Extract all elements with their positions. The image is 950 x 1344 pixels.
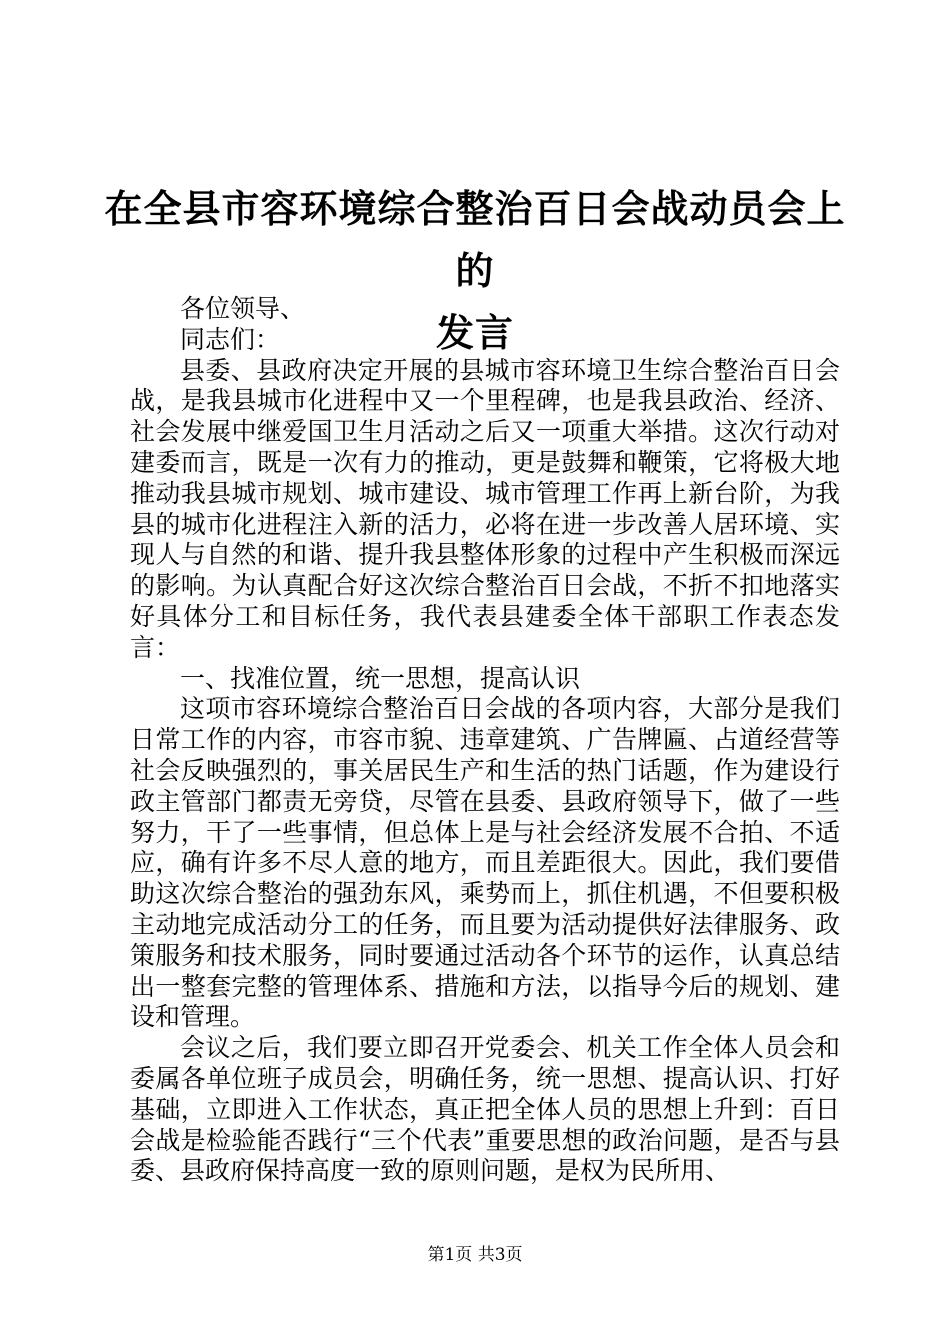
paragraph-intro: 县委、县政府决定开展的县城市容环境卫生综合整治百日会战，是我县城市化进程中又一个里程碑，也是我县政治、经济、社会发展中继爱国卫生月活动之后又一项重大举措。这次行动对建委而言，既是一次有力的推动，更是鼓舞和鞭策，它将极大地推动我县城市规划、城市建设、城市管理工作再上新台阶，为我县的城市化进程注入新的活力，必将在进一步改善人居环境、实现人与自然的和谐、提升我县整体形象的过程中产生积极而深远的影响。为认真配合好这次综合整治百日会战，不折不扣地落实好具体分工和目标任务，我代表县建委全体干部职工作表态发言： <box>130 355 840 662</box>
section-heading-1: 一、找准位置，统一思想，提高认识 <box>180 663 581 693</box>
salutation-comrades: 同志们： <box>180 324 281 354</box>
paragraph-section-1: 这项市容环境综合整治百日会战的各项内容，大部分是我们日常工作的内容，市容市貌、违章建筑、广告牌匾、占道经营等社会反映强烈的，事关居民生产和生活的热门话题，作为建设行政主管部门都责无旁贷，尽管在县委、县政府领导下，做了一些努力，干了一些事情，但总体上是与社会经济发展不合拍、不适应，确有许多不尽人意的地方，而且差距很大。因此，我们要借助这次综合整治的强劲东风，乘势而上，抓住机遇，不但要积极主动地完成活动分工的任务，而且要为活动提供好法律服务、政策服务和技术服务，同时要通过活动各个环节的运作，认真总结出一整套完整的管理体系、措施和方法，以指导今后的规划、建设和管理。 <box>130 694 840 1032</box>
title-line-1: 在全县市容环境综合整治百日会战动员会上的 <box>104 186 846 293</box>
document-body <box>130 294 840 1187</box>
salutation-leaders: 各位领导、 <box>180 294 306 323</box>
title-line-2: 发言 <box>435 310 514 355</box>
page-footer: 第1页 共3页 <box>427 1245 523 1265</box>
paragraph-meeting: 会议之后，我们要立即召开党委会、机关工作全体人员会和委属各单位班子成员会，明确任务，统一思想、提高认识、打好基础，立即进入工作状态，真正把全体人员的思想上升到：百日会战是检验能否践行“三个代表”重要思想的政治问题，是否与县委、县政府保持高度一致的原则问题，是权为民所用、 <box>130 1033 840 1186</box>
